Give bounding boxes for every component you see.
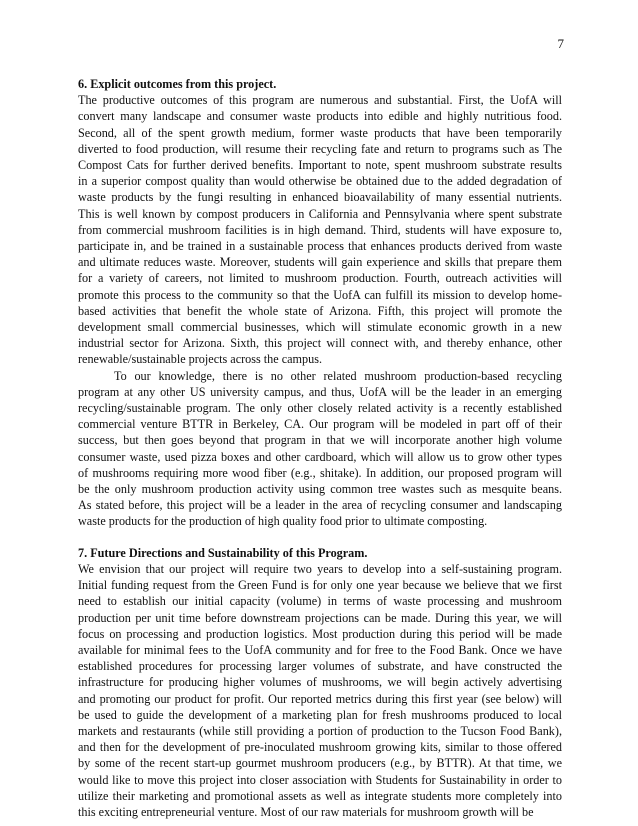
text-line: diverted to food production, will resume their recycling fate and return to programs such as The <box>78 141 562 156</box>
text-line: To our knowledge, there is no other related mushroom production-based recycling <box>114 368 562 383</box>
text-line: and promoting our product for profit. Our reported metrics during this first year (see below) will <box>78 691 562 706</box>
text-line: be used to guide the development of a marketing plan for fresh mushrooms produced to local <box>78 707 562 722</box>
text-line: success, but then goes beyond that program in that we will incorporate another high volume <box>78 433 562 448</box>
text-line: recycling/sustainable program. The only other closely related activity is a recently established <box>78 401 562 416</box>
text-line: markets and restaurants (while still providing a portion of production to the Tucson Food Bank), <box>78 723 562 738</box>
document-section <box>78 76 562 530</box>
section-spacer <box>78 530 562 545</box>
text-line: and then for the development of pre-inoculated mushroom growing kits, similar to those offered <box>78 740 562 755</box>
text-line: would like to move this project into closer association with Students for Sustainability in order to <box>78 772 562 787</box>
document-body <box>78 76 562 820</box>
text-line: by some of the recent start-up gourmet mushroom producers (e.g., by BTTR). At that time, we <box>78 756 562 771</box>
text-line: We envision that our project will require two years to develop into a self-sustaining program. <box>78 561 562 576</box>
text-line: participate in, and be trained in a sustainable process that enhances products derived from waste <box>78 239 562 254</box>
text-line: this exciting entrepreneurial venture. Most of our raw materials for mushroom growth will be <box>78 804 534 819</box>
text-line: convert many landscape and consumer waste products into edible and highly nutritious food. <box>78 109 562 124</box>
paragraph <box>78 92 562 367</box>
text-line: be the only mushroom production activity using common tree wastes such as mesquite beans. <box>78 482 562 497</box>
section-heading: 6. Explicit outcomes from this project. <box>78 77 277 91</box>
text-line: need to establish our initial capacity (volume) in terms of waste processing and mushroom <box>78 594 562 609</box>
text-line: established procedures for processing larger volumes of substrate, and have constructed the <box>78 659 562 674</box>
text-line: Second, all of the spent growth medium, former waste products that have been temporarily <box>78 125 562 140</box>
text-line: focus on processing and production logistics. Most production during this period will be made <box>78 626 562 641</box>
text-line: available for minimal fees to the UofA community and for free to the Food Bank. Once we have <box>78 642 562 657</box>
text-line: renewable/sustainable projects across the campus. <box>78 352 322 367</box>
text-line: This is well known by compost producers in California and Pennsylvania where spent substrate <box>78 206 562 221</box>
text-line: from commercial mushroom facilities is in high demand. Third, students will have exposure to, <box>78 222 562 237</box>
text-line: promote this process to the community so that the UofA can fulfill its mission to develop home- <box>78 287 562 302</box>
text-line: of mushrooms requiring more wood fiber (e.g., shitake). In addition, our proposed program will <box>78 465 562 480</box>
text-line: Compost Cats for further derived benefits. Important to note, spent mushroom substrate results <box>78 158 562 173</box>
text-line: Initial funding request from the Green Fund is for only one year because we believe that we first <box>78 578 562 593</box>
text-line: program at any other US university campus, and thus, UofA will be the leader in an emerging <box>78 384 562 399</box>
text-line: in a superior compost quality than would otherwise be obtained due to the added degradation of <box>78 174 562 189</box>
text-line: utilize their marketing and promotional assets as well as integrate students more completely into <box>78 788 562 803</box>
text-line: The productive outcomes of this program are numerous and substantial. First, the UofA will <box>78 93 562 108</box>
section-heading: 7. Future Directions and Sustainability of this Program. <box>78 545 368 560</box>
paragraph <box>78 561 562 820</box>
text-line: production per unit time before downstream projections can be made. During this year, we will <box>78 610 562 625</box>
text-line: for a variety of careers, not limited to mushroom production. Fourth, outreach activities will <box>78 271 562 286</box>
document-section <box>78 545 562 820</box>
text-line: industrial sector for Arizona. Sixth, this project will connect with, and thereby enhance, other <box>78 336 562 351</box>
text-line: and ultimate reduces waste. Moreover, students will gain experience and skills that prepare them <box>78 255 562 270</box>
text-line: infrastructure for producing higher volumes of mushrooms, we will begin actively advertising <box>78 675 562 690</box>
text-line: commercial venture BTTR in Berkeley, CA. Our program will be modeled in part off of their <box>78 417 562 432</box>
text-line: As stated before, this project will be a leader in the area of recycling consumer and landscaping <box>78 498 562 513</box>
paragraph <box>78 368 562 530</box>
text-line: development small commercial businesses, which will stimulate economic growth in a new <box>78 320 562 335</box>
text-line: waste products by the fungi resulting in enhanced bioavailability of many essential nutrients. <box>78 190 562 205</box>
page-number: 7 <box>557 36 564 51</box>
text-line: based activities that benefit the whole state of Arizona. Fifth, this project will promote the <box>78 303 562 318</box>
text-line: consumer waste, used pizza boxes and other cardboard, which will allow us to grow other types <box>78 449 562 464</box>
text-line: waste products for the production of high quality food prior to ultimate composting. <box>78 514 488 529</box>
